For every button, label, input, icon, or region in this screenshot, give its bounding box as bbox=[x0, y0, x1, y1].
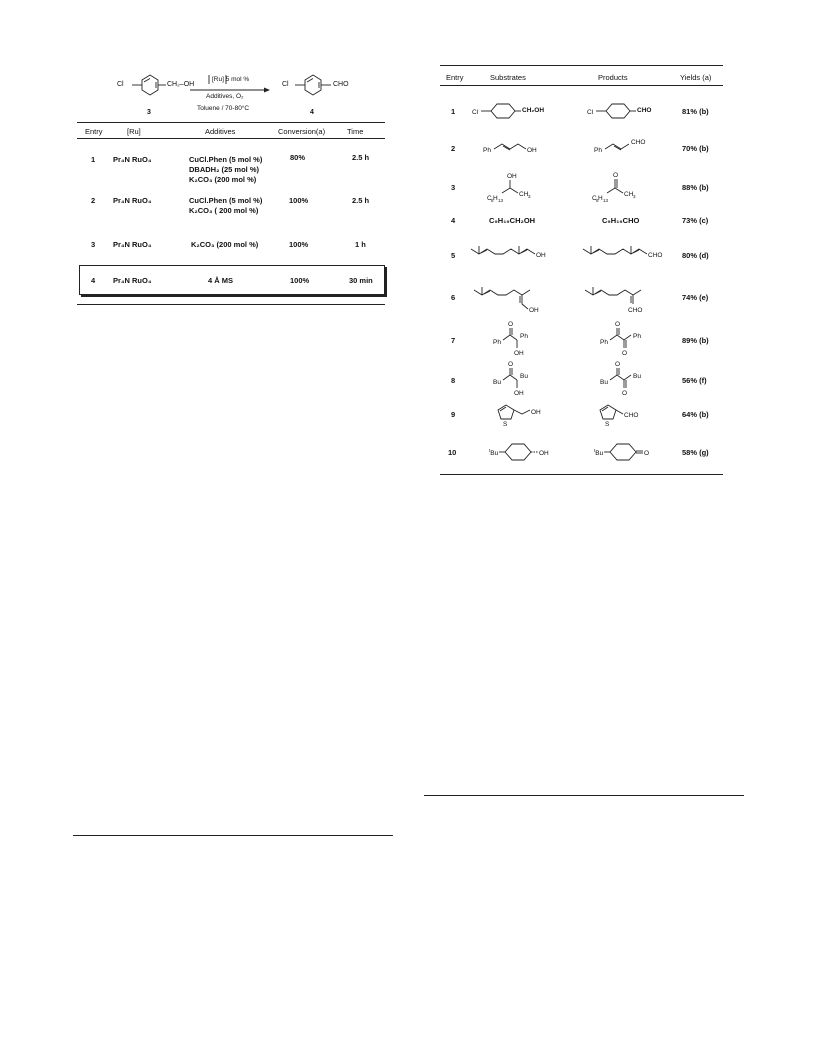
svg-text:CHO: CHO bbox=[631, 139, 646, 146]
row4-conversion: 100% bbox=[290, 276, 310, 285]
catalyst-label: [Ru] 5 mol % bbox=[212, 76, 250, 83]
svg-text:CHO: CHO bbox=[624, 412, 639, 419]
header-yields: Yields (a) bbox=[680, 73, 712, 82]
svg-text:CH: CH bbox=[624, 191, 634, 198]
r1-substrate: CH₂OH bbox=[522, 107, 545, 114]
svg-text:OH: OH bbox=[529, 307, 539, 314]
row4-ru: Pr₄N RuO₄ bbox=[113, 276, 152, 285]
r3-yield: 88% (b) bbox=[682, 183, 709, 192]
svg-text:6: 6 bbox=[491, 198, 494, 203]
svg-text:OH: OH bbox=[514, 350, 524, 357]
svg-text:3: 3 bbox=[633, 194, 636, 199]
row1-additive1: CuCl.Phen (5 mol %) bbox=[189, 155, 263, 164]
r5-entry: 5 bbox=[451, 251, 456, 260]
r4-yield: 73% (c) bbox=[682, 216, 709, 225]
svg-text:Ph: Ph bbox=[483, 147, 491, 154]
r2-yield: 70% (b) bbox=[682, 144, 709, 153]
svg-text:Ph: Ph bbox=[493, 339, 501, 346]
svg-text:CH: CH bbox=[519, 191, 529, 198]
product-cl: Cl bbox=[282, 81, 289, 88]
svg-text:13: 13 bbox=[603, 198, 609, 203]
svg-text:O: O bbox=[508, 321, 514, 328]
row2-ru: Pr₄N RuO₄ bbox=[113, 196, 152, 205]
r1-yield: 81% (b) bbox=[682, 107, 709, 116]
svg-text:Bu: Bu bbox=[520, 373, 528, 380]
svg-text:O: O bbox=[622, 350, 628, 357]
r1-entry: 1 bbox=[451, 107, 456, 116]
svg-text:OH: OH bbox=[507, 173, 517, 180]
svg-text:Bu: Bu bbox=[493, 379, 501, 386]
svg-text:O: O bbox=[622, 390, 628, 397]
svg-text:C: C bbox=[487, 195, 492, 202]
svg-text:13: 13 bbox=[498, 198, 504, 203]
svg-text:OH: OH bbox=[514, 390, 524, 397]
r5-yield: 80% (d) bbox=[682, 251, 709, 260]
header-ru: [Ru] bbox=[127, 127, 141, 136]
svg-text:Cl: Cl bbox=[587, 109, 594, 116]
r1-product: CHO bbox=[637, 107, 652, 114]
r8-yield: 56% (f) bbox=[682, 376, 707, 385]
row4-entry: 4 bbox=[91, 276, 96, 285]
header-entry: Entry bbox=[446, 73, 464, 82]
product-number: 4 bbox=[310, 109, 314, 116]
svg-text:Cl: Cl bbox=[472, 109, 479, 116]
reactant-cl: Cl bbox=[117, 81, 124, 88]
header-conversion: Conversion(a) bbox=[278, 127, 326, 136]
row3-additive1: K₂CO₃ (200 mol %) bbox=[191, 240, 259, 249]
svg-text:OH: OH bbox=[539, 450, 549, 457]
svg-text:Ph: Ph bbox=[520, 333, 528, 340]
svg-text:S: S bbox=[605, 421, 610, 428]
svg-text:Ph: Ph bbox=[594, 147, 602, 154]
svg-text:6: 6 bbox=[596, 198, 599, 203]
svg-text:tBu: $^t$Bu bbox=[489, 448, 499, 457]
svg-text:O: O bbox=[613, 172, 619, 179]
r6-yield: 74% (e) bbox=[682, 293, 709, 302]
r10-entry: 10 bbox=[448, 448, 457, 457]
row3-entry: 3 bbox=[91, 240, 96, 249]
r4-product: C₉H₁₉CHO bbox=[602, 216, 640, 225]
svg-text:O: O bbox=[508, 361, 514, 368]
row1-additive3: K₂CO₃ (200 mol %) bbox=[189, 175, 257, 184]
row3-time: 1 h bbox=[355, 240, 366, 249]
footer-rule-right bbox=[424, 795, 744, 796]
svg-text:Bu: Bu bbox=[633, 373, 641, 380]
svg-text:CHO: CHO bbox=[628, 307, 643, 314]
svg-text:Ph: Ph bbox=[633, 333, 641, 340]
svg-text:Bu: Bu bbox=[600, 379, 608, 386]
row1-conversion: 80% bbox=[290, 153, 306, 162]
row2-time: 2.5 h bbox=[352, 196, 370, 205]
r3-entry: 3 bbox=[451, 183, 456, 192]
header-entry: Entry bbox=[85, 127, 103, 136]
svg-text:C: C bbox=[592, 195, 597, 202]
conditions-label: Toluene / 70-80°C bbox=[197, 105, 250, 112]
r7-entry: 7 bbox=[451, 336, 456, 345]
r7-yield: 89% (b) bbox=[682, 336, 709, 345]
svg-text:S: S bbox=[503, 421, 508, 428]
r10-yield: 58% (g) bbox=[682, 448, 709, 457]
svg-text:CHO: CHO bbox=[648, 252, 663, 259]
r4-entry: 4 bbox=[451, 216, 456, 225]
structures bbox=[0, 0, 816, 500]
svg-text:3: 3 bbox=[528, 194, 531, 199]
row4-time: 30 min bbox=[349, 276, 373, 285]
row1-ru: Pr₄N RuO₄ bbox=[113, 155, 152, 164]
svg-text:H: H bbox=[493, 195, 498, 202]
rule bbox=[440, 474, 723, 475]
row1-entry: 1 bbox=[91, 155, 96, 164]
svg-text:OH: OH bbox=[536, 252, 546, 259]
r2-entry: 2 bbox=[451, 144, 456, 153]
header-products: Products bbox=[598, 73, 628, 82]
row2-additive2: K₂CO₃ ( 200 mol %) bbox=[189, 206, 259, 215]
svg-text:OH: OH bbox=[527, 147, 537, 154]
reactant-group: CH₂–OH bbox=[167, 81, 195, 88]
r8-entry: 8 bbox=[451, 376, 456, 385]
row3-conversion: 100% bbox=[289, 240, 309, 249]
header-time: Time bbox=[347, 127, 364, 136]
row1-additive2: DBADH₂ (25 mol %) bbox=[189, 165, 260, 174]
svg-text:Ph: Ph bbox=[600, 339, 608, 346]
product-group: CHO bbox=[333, 81, 349, 88]
footer-rule-left bbox=[73, 835, 393, 836]
row2-conversion: 100% bbox=[289, 196, 309, 205]
additives-label: Additives, O₂ bbox=[206, 93, 244, 100]
row3-ru: Pr₄N RuO₄ bbox=[113, 240, 152, 249]
r9-entry: 9 bbox=[451, 410, 456, 419]
row2-entry: 2 bbox=[91, 196, 96, 205]
row1-time: 2.5 h bbox=[352, 153, 370, 162]
r6-entry: 6 bbox=[451, 293, 456, 302]
svg-text:O: O bbox=[615, 321, 621, 328]
svg-text:tBu: $^t$Bu bbox=[594, 448, 604, 457]
r4-substrate: C₉H₁₉CH₂OH bbox=[489, 216, 536, 225]
r9-yield: 64% (b) bbox=[682, 410, 709, 419]
reactant-number: 3 bbox=[147, 109, 151, 116]
svg-text:O: O bbox=[615, 361, 621, 368]
svg-text:H: H bbox=[598, 195, 603, 202]
svg-text:OH: OH bbox=[531, 409, 541, 416]
header-substrates: Substrates bbox=[490, 73, 526, 82]
svg-text:O: O bbox=[644, 450, 650, 457]
row4-additive1: 4 Å MS bbox=[208, 276, 234, 285]
row2-additive1: CuCl.Phen (5 mol %) bbox=[189, 196, 263, 205]
header-additives: Additives bbox=[205, 127, 236, 136]
